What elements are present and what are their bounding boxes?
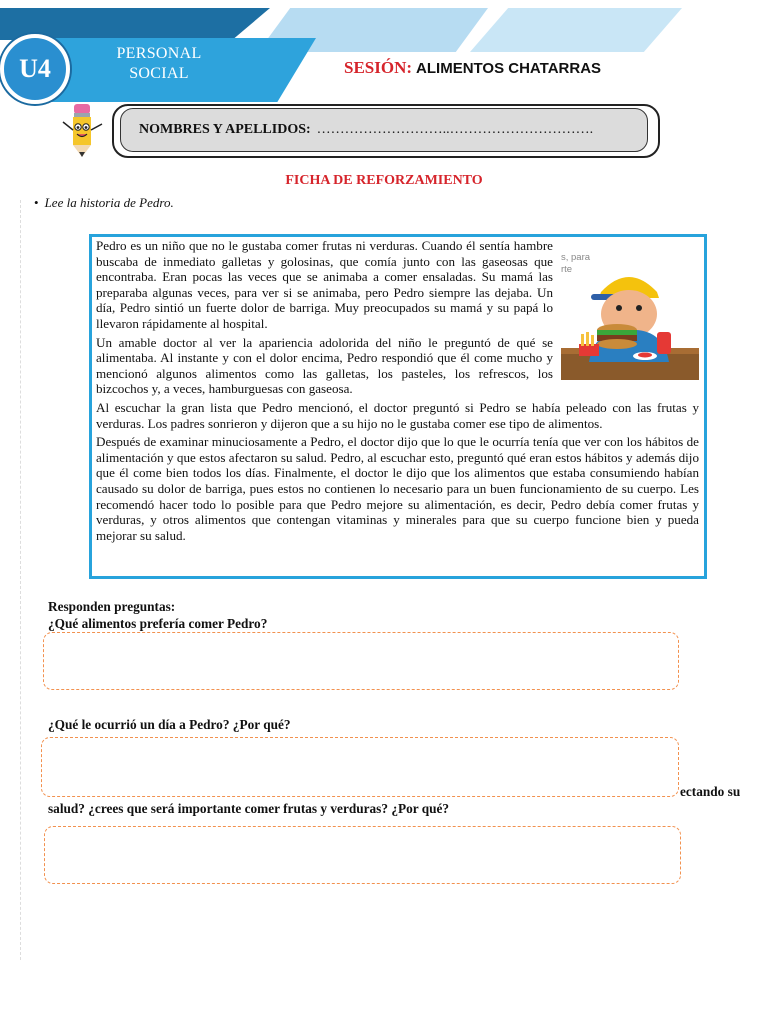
unit-label: U4 — [19, 54, 51, 83]
session-heading — [344, 58, 601, 78]
answer-box-1[interactable] — [43, 632, 679, 690]
unit-badge — [0, 34, 70, 104]
question-2: ¿Qué le ocurrió un día a Pedro? ¿Por qué? — [48, 717, 291, 732]
answer-box-2[interactable] — [41, 737, 679, 797]
question-3-line-2: salud? ¿crees que será importante comer frutas y verduras? ¿Por qué? — [48, 801, 450, 816]
instruction-text: Lee la historia de Pedro. — [44, 195, 174, 210]
session-title: ALIMENTOS CHATARRAS — [416, 60, 602, 77]
name-field[interactable] — [120, 108, 648, 152]
boy-eating-burger-illustration — [561, 252, 699, 380]
story-paragraph-3: Al escuchar la gran lista que Pedro mencionó, el doctor preguntó si Pedro se había peleado con las frutas y verduras. Los padres sonrieron y dijeron que a su hijo no le gustaba comer ese tipo de alimentos. — [96, 399, 699, 431]
story-paragraph-2: Un amable doctor al ver la apariencia adolorida del niño le preguntó de qué se alimentaba. Al instante y con el dolor encima, Pedro respondió que él come mucho y mencionó algunos alimentos como las galletas, los pasteles, los refrescos, los bizcochos y, a veces, hamburguesas con gaseosa. — [96, 334, 553, 397]
name-field-blank: ………………………..…………………………. — [316, 122, 594, 137]
bullet-icon: • — [34, 195, 39, 210]
margin-guide — [20, 200, 21, 960]
story-paragraph-4: Después de examinar minuciosamente a Pedro, el doctor dijo que lo que le ocurría tenía que ver con los hábitos de alimentación y que estos afectaron su salud. Pedro, al escuchar esto, preguntó qué eran estos hábitos y además dijo que él come bien todos los días. Finalmente, el doctor le dijo que los alimentos que estaba consumiendo habían causado su dolor de barriga, pues estos no contienen lo necesario para un buen funcionamiento de su cuerpo. Les recomendó hacer todo lo posible para que Pedro mejore su alimentación, es decir, Pedro debía comer frutas y verduras, y otros alimentos que contengan vitaminas y minerales para que su cuerpo funcione bien y pueda mejorar su salud. — [96, 434, 699, 543]
question-1: ¿Qué alimentos prefería comer Pedro? — [48, 616, 268, 631]
question-3-line-1-tail: ectando su — [680, 784, 741, 799]
worksheet-title: FICHA DE REFORZAMIENTO — [285, 173, 483, 188]
image-caption: s, para rte — [561, 252, 591, 275]
instruction — [34, 195, 174, 211]
pencil-mascot-icon — [60, 100, 106, 158]
questions-heading: Responden preguntas: — [48, 599, 176, 614]
subject-title — [84, 44, 234, 84]
name-field-label: NOMBRES Y APELLIDOS: — [139, 122, 311, 137]
header-band-light-right — [470, 8, 682, 52]
subject-line-1: PERSONAL — [116, 45, 202, 62]
subject-line-2: SOCIAL — [129, 65, 189, 82]
session-label: SESIÓN: — [344, 58, 413, 77]
answer-box-3[interactable] — [44, 826, 681, 884]
story-paragraph-1: Pedro es un niño que no le gustaba comer frutas ni verduras. Cuando él sentía hambre buscaba de inmediato galletas y golosinas, que comía junto con las gaseosas que encontraba. Eran pocas las veces que se animaba a comer ensaladas. Su mamá las preparaba algunas veces, para ver si se animaba, pero Pedro siempre las dejaba. Un día, Pedro sintió un fuerte dolor de barriga. Muy preocupados su mamá y su papá lo llevaron rápidamente al hospital. — [96, 238, 553, 331]
story-text — [96, 238, 699, 546]
